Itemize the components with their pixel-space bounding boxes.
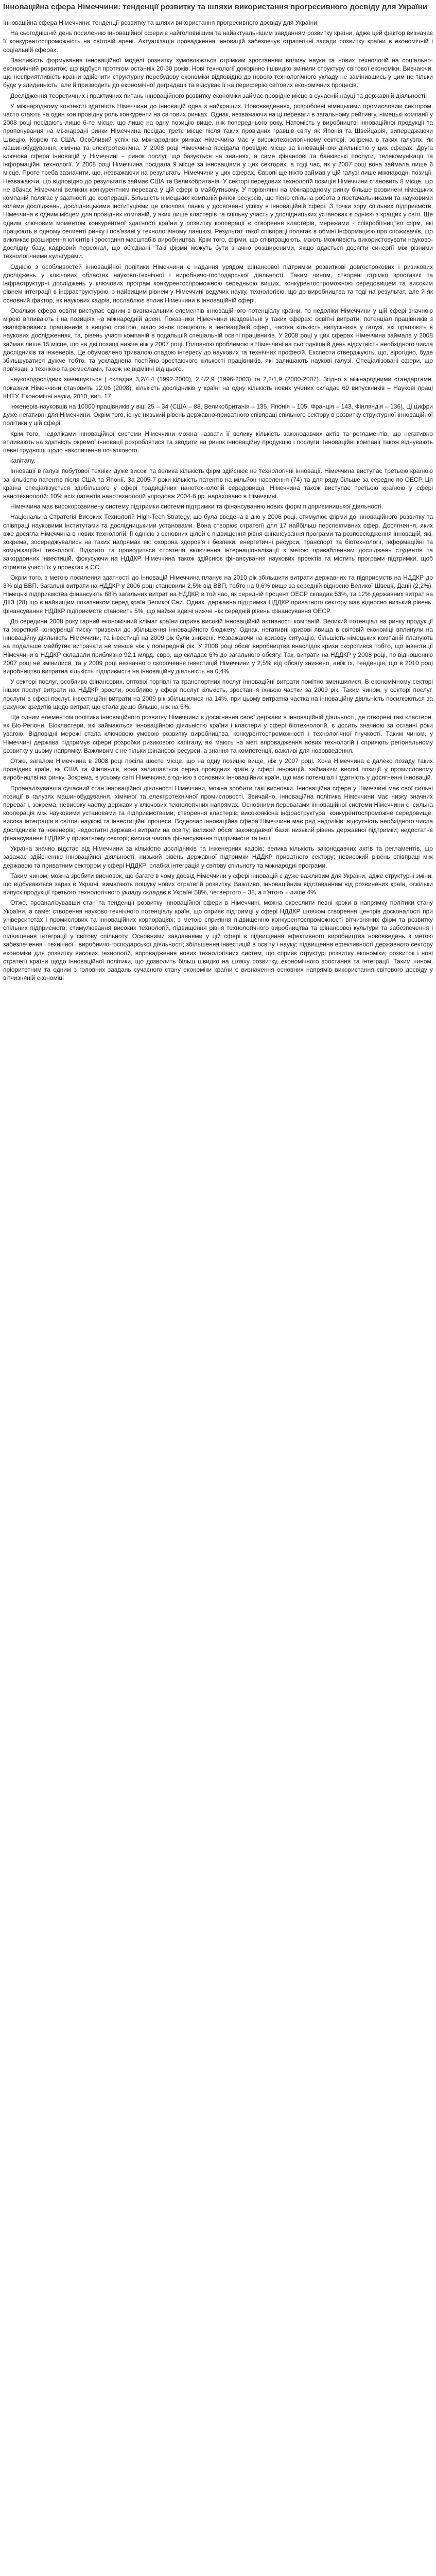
article-paragraph: Національна Стратегія Високих Технологій High-Tech Strategy, що була введена в дію у 2006 році, стимулює фірми до інноваційного розвитку та співпраці науковими інститутами та дослідницькими установами. Вона створює стратегії для 17 найбільш перспективних сфер. Досягнення, яких вже досягла Німеччина в нових технологій. Її однією з основних цілей є підвищення рівня фінансування програми та розповсюдження інновацій, які, зокрема, зосереджувались на таких напрямах як: охорона здоров'я і безпеки, енергетичні ресурси, транспорт та біотехнології, інформаційні та комунікаційні технології. Відкрито та проводиться стратегія включення інтернаціоналізації з метою привабленням досліджень студентів та закордонних інвестицій, фокусуючи на НДДКР. Німеччина також здійснює фінансування наукових проектів та містить програми підтримки, щоб сприяти участі їх у проектах в ЄС. bbox=[3, 513, 433, 571]
article-paragraph: На сьогоднішній день посиленню інноваційної сфери є найголовнішим та найактуальнішим завданням розвитку країни, адже цей фактор визначає її конкурентоспроможність на світовій арені. Актуалізація провадження інновацій забезпечує стратегічні засади розвитку країни в економічній і соціальній сферах. bbox=[3, 29, 433, 54]
article-paragraph: Німеччина має високорозвинену систему підтримки системи підтримки та фінансуванню нових форм підприємницької діяльності. bbox=[10, 503, 383, 511]
article-paragraph: Однією з особливостей інноваційної політики Німеччини є надання урядом фінансової підтримки розвиткові довгострокових і ризикових досліджень у ключових областях науково-технічної і виробничо-господарської діяльності. Таким чином, створені стрімко зростаючі та інфраструктурні досліджень у ключових програм конкурентоспроможною середньою вищих, конкурентоспроможною середовищем та високим рівнем інтеграції в інфраструктурою, з найвищим рівнем у Німеччині ведучих науку, технологією, що до виробництва та тоді на результат, але й як основний фактор, як наукових кадрів, послаблює вплив Німеччини в інноваційній сфері. bbox=[3, 263, 433, 304]
article-paragraph: У міжнародному контексті здатність Німеччини до інновацій одна з найкращих. Нововведеннях, розроблені німецькими промисловим сектором, часто стають на один кон провідну роль конкуренти на світових ринках. Однак, незважаючи на ці переваги в загальному рейтингу, німецькі компанії у 2008 році посідають лише 6-те місце, що лише на одну позицію вище, ніж попереднього року. Натомість у виробництві інноваційної продукції та пропонування на міжнародні ринки Німеччина посідає третє місце після таких провідних гравців світу як Японія та Швейцарія, випереджаючи Швецію, Корею та США. Особливий успіх на міжнародних ринках Німеччина має у високотехнологічному секторі, зокрема в таких галузях, як машинобудування, хімічна та електротехнічна. У 2008 році Німеччина посідала провідне місце за інноваційною діяльністю у цих сферах. Друга ключова сфера інновацій у Німеччині – ринок послуг, що базується на знаннях, а саме фінансові та банківські послуги, телекомунікації та інформаційні технології. У 2008 році Німеччина посідала 9 місце за інноваціями у цих секторах, а тоді час, як у 2007 році вона займала лише 6 місце. Проте треба зазначити, що, незважаючи на результаты Німеччини у цих сферах, Європі ще ніхто займав у цій галузі лише міжнародні позиції. Незважаючи, що відповідно до результатів займає США та Великобританія. У секторі передових технологій позиція Німеччини становить 8 місце, що не вбачає Німеччині великих конкурентним перевага у цій сфері в майбутньому. У порівнянні на міжнародному ринку більше розвинені німецьких компаній полягає у здатності до кооперації. Більшість німецьких компаній ринок ресурсів, що тісно спільна робота з постачальниками та науковими колами досліджень, дослідницькими інституціями це ключова ланка у досягненні успіху в інноваційній сфері. З точки зору спільних підприємств, Німеччина є одним місцем для провідних компаній, у яких лише кластерів та спільну участь у дослідницьких установах є однією з кращих у світі. Ще одним ключовим моментом конкурентної здатності країни у розвитку кооперації є створення кластерів, мережами - співробітництво фірм, які працюють в одному сегменті ринку і пов'язані у технологічному ланцюзі. Результат такої співпраці полягає в обміні інформацією про споживачів, що викликає розширення клієнтів і зростання масштабів виробництва. Крім того, фірми, що співпрацюють, мають можливість використовувати науково-дослідну базу, кадровий персонал, що об'єднані. Такі фірми можуть бути значно розширеними, якщо вдається досягти синергії між різними технологічними культурами. bbox=[3, 102, 433, 260]
article-paragraph: Україна значно відстає від Німеччини за кількістю дослідників та інженерних кадрів; велика кількість законодавчих актів та регламентів, що заважає здійсненню інноваційної діяльності; низький рівень державної підтримки НДДКР приватного сектору; невисокий рівень співпраці між державою та приватним сектором у сфері НДДКР; слабка інтеграція у світову спільноту та міжнародні програми. bbox=[3, 845, 433, 869]
article-paragraph: Оскільки сфера освіти виступає одним з визначальних елементів інноваційного потенціалу країни, то недоліки Німеччини у цій сфері значною мірою впливають і на позиціях на міжнародній арені. Показники Німеччини нездовільні у таких сферах: освітні витрати, потенціал працівників з кваліфікованих працівників з вищою освітою, мало жінок працюють в інноваційній сфері, частка кількість випускників у галузі, які працюють в наукових дослідженнях, та, рівень участі компаній в подальшій спеціальній освіті працівників. У 2008 році у цих сферах Німеччина займала у 2008 займає лише 15 місце, що на дві позиції нижче ніж у 2007 році. Головною проблемою в Німеччині на сьогоднішній день відсутність необхідного числа дослідників та інженерів. Це обумовлено тривалою спадою інтересу до наукових та технічних професій. Експерти стверджують, що, вірогідно, буде збільшуватися дужче тобто, та ускладнена постійно зростаючого кількості працівників, які залишають наукові галузі. Спеціалізовані сфери, що пов'язані з технікою та ремеслами, також не відмінні від цього. bbox=[3, 307, 433, 373]
article-paragraph: Окрім того, з метою посилення здатності до інновацій Німеччина планує на 2010 рік збільшити витрати державних та підприємств на НДДКР до 3% від ВВП. Загальні витрати на НДДКР у 2006 році становили 2,5% від ВВП, тобто на 0,6% вище за середній відносно Великої Швеції, Данії (2,2%). Німецькі підприємства фінансують 68% загальних витрат на НДДКР, в той час, як середній процент ОЕСР складає 53%, та 12% державних витрат на ДІІЗ (28) що є найвищим показником серед країн Великої Єни. Однак, державна підтримка НДДКР приватного сектору має відносно низький рівень, фінансування НДДКР підприємств становить 5%, що майже вдвічі нижче ніж середній рівень фінансування ОЕСР. bbox=[3, 573, 433, 615]
article-paragraph: Таким чином, можна зробити висновок, що багато в чому досвід Німеччини у сфері інновацій є дуже важливим для України, адже структурні зміни, що відбуваються зараз в Україні, вимагають пошуку нових стратегій розвитку. Важливо, інноваційним відставанням від розвинених країн, оскільки випуск продукції третього технологічного укладу складає в Україні 58%, четвертого – 38, а п'ятого – лише 4%. bbox=[3, 872, 433, 896]
article-paragraph: Інноваційна сфера Німеччини: тенденції розвитку та шляхи використання прогресивного досвіду для України bbox=[3, 19, 317, 26]
article-paragraph: Інновації в галузі побутової техніки дуже високі та велика кількість фірм здійснює не технологічні інновації. Німеччина виступає третьою країною за кількістю патентів після США та Японії. За 2005-7 роки кількість патентів на мільйон населення (74) та для ряду більше за середнє по ОЕСР. Ця країна спеціалізується здебільшого у сфері традиційних нанотехнологій середовища. Німеччина також виступає третьою країною у сфері нанотехнологій: 10% всіх патентів нанотехнологій упродовж 2004-6 рр. нараховано в Німеччині. bbox=[3, 467, 433, 500]
article-paragraph: інженерів-науковців на 10000 працівників у віці 25 – 34 (США – 88, Великобританія – 135, Японія – 105, Франція – 143, Фінляндія – 136). Ці цифри дуже негативні для Німеччини. Окрім того, існує низький рівень державно-приватного співпраці спільного сектору в розвитку структурної інноваційної політики у цій сфері. bbox=[3, 402, 433, 427]
article-paragraph: Ще одним елементом політики інноваційного розвитку Німеччини є досягнення своєї держави в інноваційній діяльності, де створені такі кластери, як Біо-Регіони. Біокластери, які займаються інноваційною діяльністю країни і кластери у сфері біотехнологій, є досить значною за останні роки увагою. Відповідні мережі стала ключовою умовою розвитку виробництва, конкурентоспроможності і технологічної гнучкості. Таким чином, у Німеччині держава підтримує сфери розробки ризикового капіталу, які мають на меті впровадження нових технологій і сприяють регіональному розвитку у цьому напрямку. Важливим є не тільки фінансові ресурси, а знання та компетенції, важливі для нововведення. bbox=[3, 714, 433, 754]
article-paragraph: Отже, загалом Німеччина в 2008 році посіла шосте місце, що на одну позицію вище, ніж у 2007 році. Хоча Німеччина є далеко позаду таких провідних країн, як США та Фінляндія, вона залишається серед провідних країн у сфері інновацій, займаючи високі позиції у промисловому виробництві на ринку. Зокрема, в усьому світі Німеччина є однією з основних інноваційних країн, що має потенціал і здатність у досягненні інновацій. bbox=[3, 757, 433, 782]
article-paragraph: Дослідження теоретичних і практичних питань інноваційного розвитку економіки займає провідне місце в сучасній науці та державній діяльності. bbox=[10, 92, 427, 99]
article-paragraph: Важливість формування інноваційної моделі розвитку зумовлюється стрімким зростанням впливу науки та нових технологій на соціально-економічний розвиток, що відбуся протягом останніх 20-30 років. Нові технології докорінно і швидко змінили структуру світової економіки. Вивчаючи, що несприятливість країни здійснити структурну перебудову економіки відповідно до нового технологічного укладу не замінившись у цим не тільки буде у злиденність, але й призводить до економічної деградації та відсуває її на периферію світових економічних процесів. bbox=[3, 56, 433, 89]
article-paragraph: Крім того, недоліками інноваційної системи Німеччини можна назвати її велику кількість законодавчих актів та регламентів, що негативно впливають на здатність окремої інновації розроблятися та зводити на ринок інноваційну продукцію і послуги. Інноваційні компанії також відчувають певні труднощі щодо накопичення початкового bbox=[3, 430, 433, 454]
article-paragraph: У секторі послуг, особливо фінансових, оптової торгівлі та транспортних послуг інноваційні витрати помітно зменшилися. В економічному секторі інших послуг витрати на НДДКР зросли, особливо у сфері послуг кількість, зростання їхньою частки за 2009 рік. Таким чином, у секторі послуг, послуги в сфері послуг, інвестиційні витрати на 2009 рік збільшилися на 14%, при цьому витратна частка на інноваційну діяльність посилюються за рахунок кредитів щодо витрат, що стала дещо більше, ніж на 5%. bbox=[3, 678, 433, 710]
document-page bbox=[0, 0, 436, 982]
article-body bbox=[3, 19, 433, 982]
article-paragraph: До середини 2008 року гарний економічний клімат країни сприяв високій інноваційній активності компаній. Великий потенціал на ринку продукції та жорсткий конкуренції тиску призвели до збільшення інноваційного бюджету. Однак, негативні кризові явища в світовій економіці вплинули на інноваційну діяльність Німеччини, та інвестиції на 2009 рік були знижені. Незважаючи на кризову ситуацію, більшість німецьких компаній планують на подальше майбутнє витрачати не менше ніж у попередній рік. У 2008 році обсяг виробництва внаслідок кризи скоротився тобто, що інвестиції Німеччини в НДДКР складали приблизно 92,1 млрд. євро, що складає 6% до загального обсягу. Так, витрати на НДДКР у 2008 році, по відношенню 2007 році не змінилися, та у 2009 році незначного скорочення інвестицій Німеччини у 2,5% від обсягу знижено, аніж їх, тенденція, що в 2010 році виробництво витратна кількість підприємств на інноваційну діяльність на 0,4%. bbox=[3, 617, 433, 675]
article-paragraph: науководослідник зменшується | складав 3,2/4,4 (1992-2000), 2,4/2,9 (1996-2003) та 2,2/1,9 (2000-2007). Згідно з міжнародними стандартами, показник Німеччини становить 12,06 (2008), кількість дослідників у країні на одну кількість нових учених складає 69 випускників – Наукові праці КНТУ. Економічні науки, 2010, вип. 17 bbox=[3, 376, 433, 400]
page-title: Інноваційна сфера Німеччини: тенденції розвитку та шляхи використання прогресивного досвіду для України bbox=[3, 2, 433, 15]
article-paragraph: Отже, проаналізувавши стан та тенденції розвитку інноваційної сфери в Німеччині, можна окреслити певні кроки в напрямку політики стану України, а саме: створення науково-технічного потенціалу країн, що сприяє підтримці у сфері НДДКР шляхом створення центрів досконалості при університетах і промислових та інноваційних корпораціях; з метою сприяння підвищенню конкурентоспроможності вітчизняних фірм та розвитку спільних підприємств; стимулювання високих технологій, підвищення рівня технологічного виробництва та фінансової культури та забезпечення і підвищення інтеграції у світову спільноту. Основними завданнями у цій сфері є підвищення ефективного виробництва нововведень з метою забезпечення і технічної і виробничо-господарської діяльності; збільшення інвестицій в освіту і науку; підвищення ефективності державного сектору економіки для розвитку високих технологій, впровадження нових технологічних систем, що сприяє структурі розвитку економіки; розвиток і нові стратегії країни щодо інноваційної політики, що дозволить більш швидко на шляху розвитку, економічного зростання та інтеграції. Таким чином, пріоритетним та одним з головних завдань сучасного стану економіки країни є визначення основних напрямів використання світового досвіду у вітчизняній економіці bbox=[3, 899, 433, 982]
article-paragraph: Проаналізувавши сучасний стан інноваційної діяльності Німеччини, можна зробити такі висновки. Інноваційна сфера у Німеччині має свої сильні позиції в галузях машинобудування, хімічної та електротехнічної промисловості. Звичайно, інноваційна політика Німеччини має низку значних переваг і, зокрема, невисоку частку держави у ключових технологічних напрямах. Основними перевагами інноваційної системи Німеччини є: сильна кооперація між науковими установами та підприємствами; створення кластерів, високоякісна інфраструктура; конкурентоспроможне середовище; висока інтеграція в світові наукові та інвестиційні процеси. Водночас інноваційна сфера Німеччини має ряд недоліків: відсутність необхідного числа дослідників та інженерів; недостатні державні витрати на освіту; великий обсяг законодавчої бази; низький рівень державної підтримки; недостатнє фінансування НДДКР у приватному секторі; висока частка фінансування підприємств та інші. bbox=[3, 784, 433, 842]
article-paragraph: капіталу. bbox=[10, 457, 36, 465]
